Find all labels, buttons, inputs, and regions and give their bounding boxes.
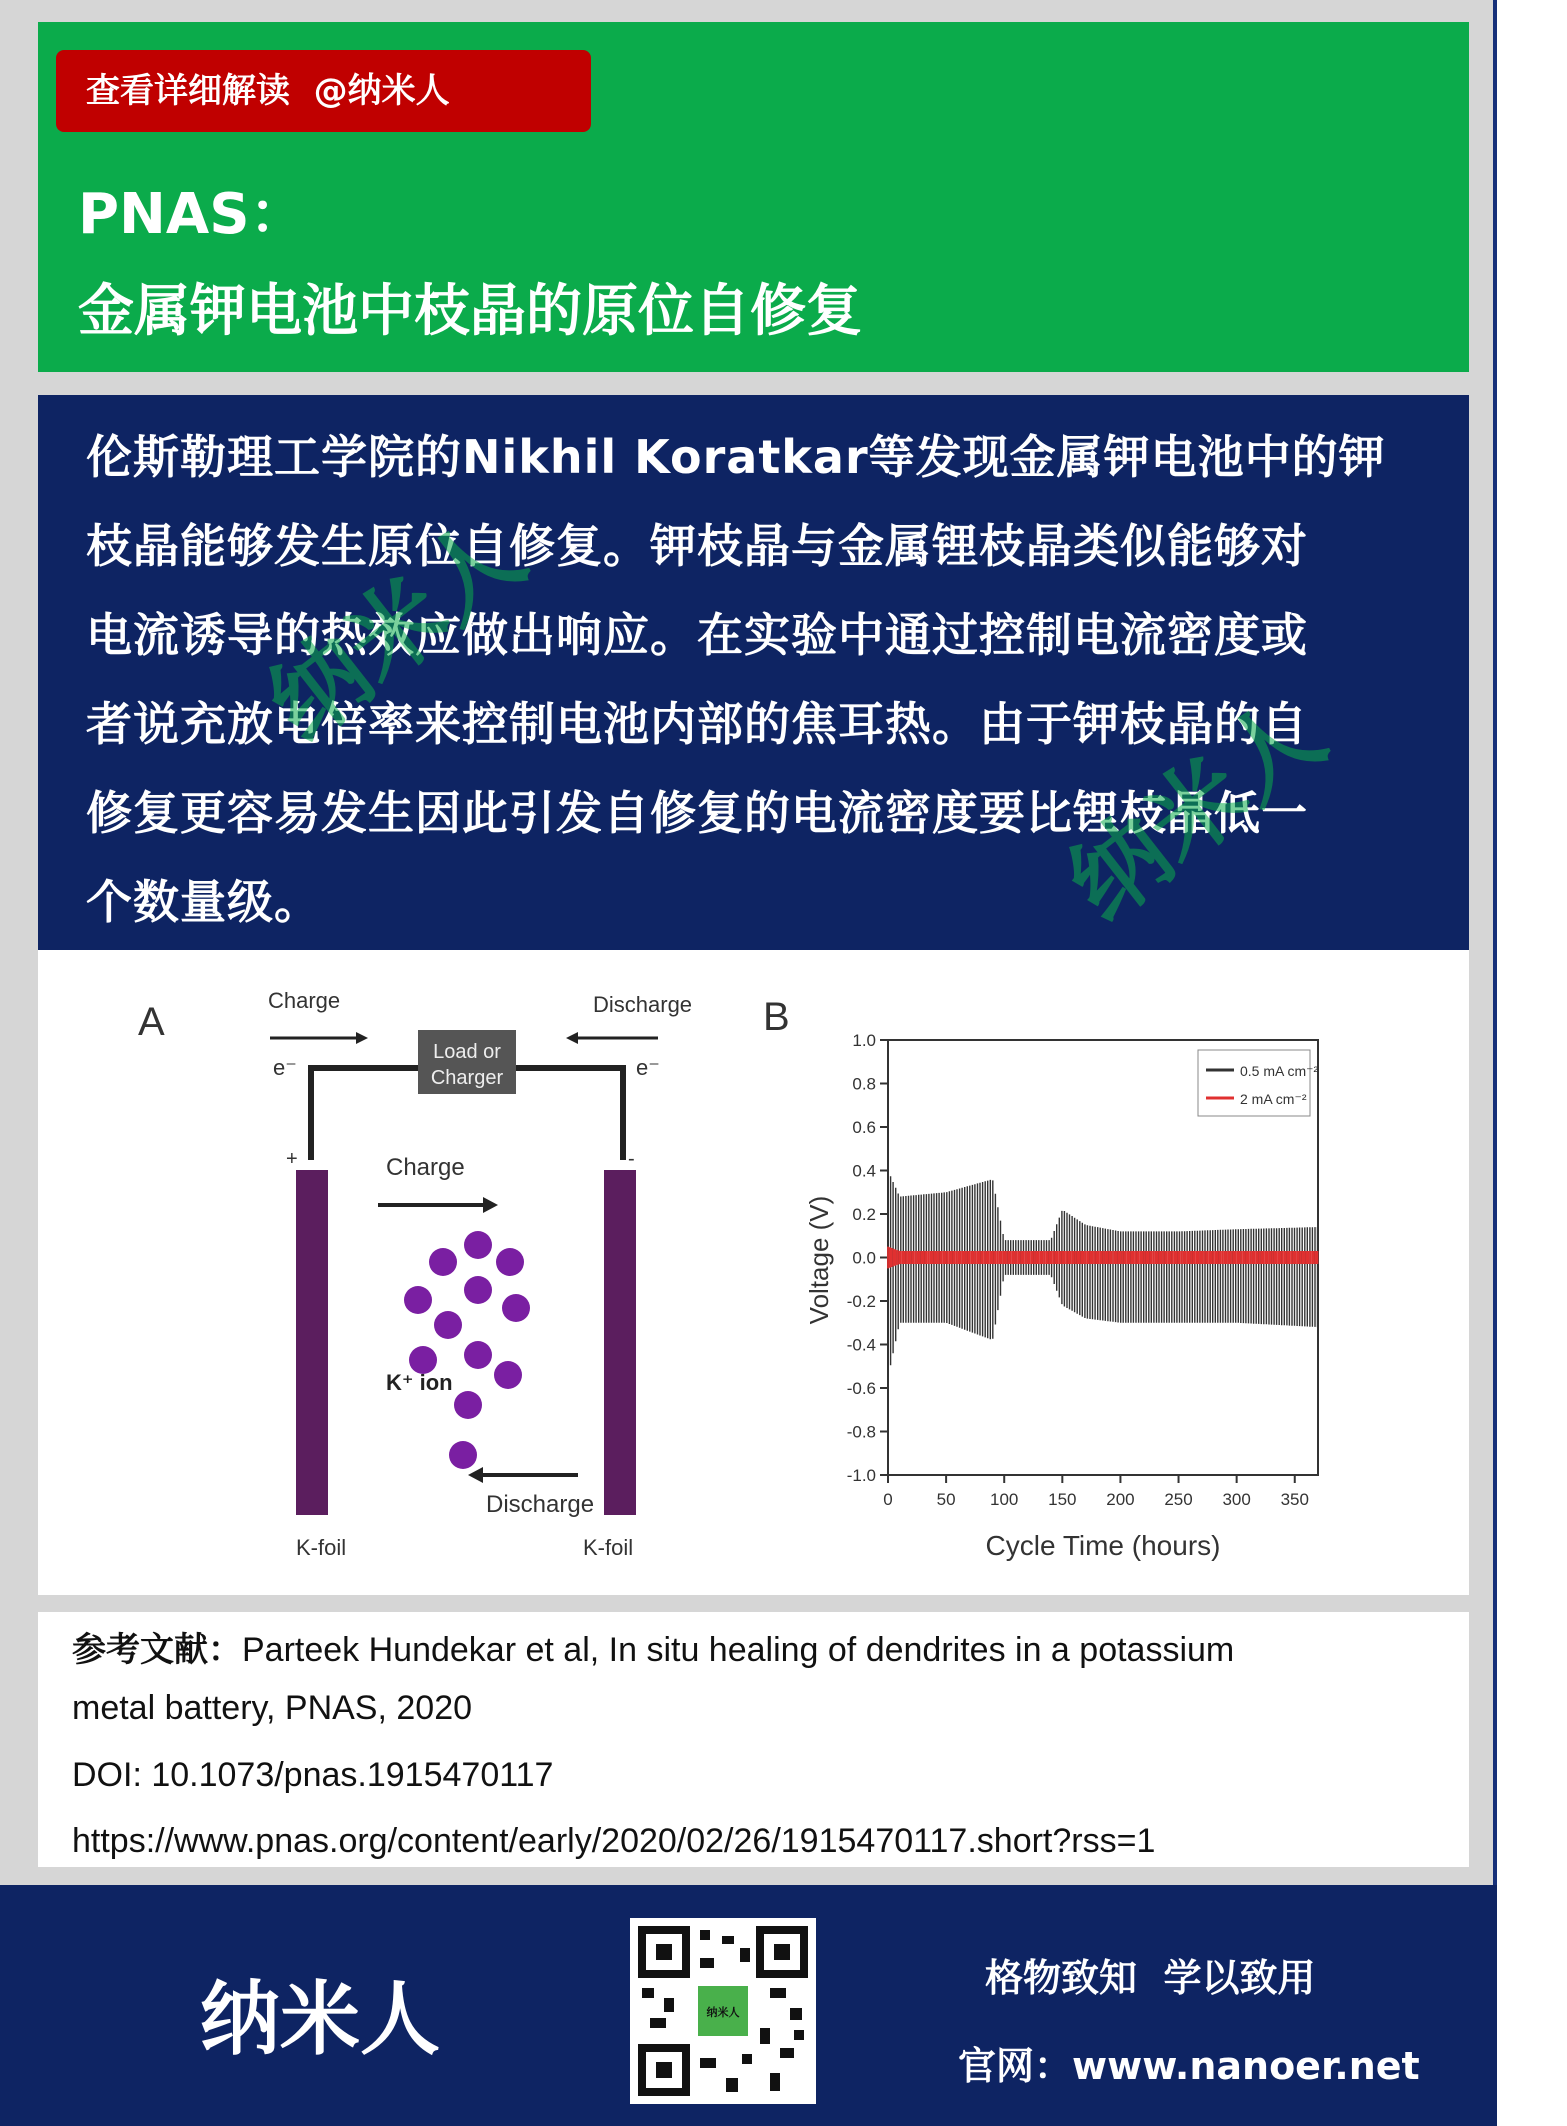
- arrowhead-icon: [483, 1197, 498, 1213]
- y-axis-ticks: [847, 1031, 888, 1485]
- y-tick-label: -0.4: [846, 1335, 876, 1355]
- reference-label: 参考文献：: [72, 1630, 242, 1670]
- x-tick-label: 250: [1164, 1490, 1193, 1509]
- y-tick-label: -0.2: [846, 1292, 876, 1311]
- y-axis-label: Voltage (V): [804, 1195, 834, 1325]
- y-tick-label: -0.6: [846, 1379, 876, 1398]
- source-url[interactable]: https://www.pnas.org/content/early/2020/02/26/1915470117.short?rss=1: [72, 1822, 1156, 1860]
- watermark: 纳米人: [248, 496, 545, 763]
- right-wire: [516, 1068, 623, 1160]
- y-tick-label: -1.0: [846, 1466, 876, 1485]
- watermark: 纳米人: [1048, 676, 1345, 943]
- charge-top-label: Charge: [268, 988, 341, 1013]
- x-axis-label: Cycle Time (hours): [985, 1530, 1221, 1561]
- y-tick-label: 1.0: [852, 1031, 876, 1050]
- y-tick-label: -0.8: [846, 1422, 876, 1442]
- slogan: 格物致知 学以致用: [985, 1956, 1316, 2000]
- x-tick-label: 100: [990, 1490, 1019, 1509]
- left-wire: [311, 1068, 418, 1160]
- summary-text: [86, 413, 1431, 947]
- electron-label: e⁻: [273, 1055, 297, 1080]
- left-foil-label: K-foil: [296, 1535, 347, 1560]
- panel-b-label: B: [763, 995, 790, 1039]
- doi-line[interactable]: DOI: 10.1073/pnas.1915470117: [72, 1756, 554, 1794]
- left-k-foil: [296, 1170, 328, 1515]
- y-tick-label: 0.6: [852, 1118, 876, 1137]
- charge-arrow-label: Charge: [386, 1154, 465, 1181]
- discharge-arrow-label: Discharge: [486, 1491, 595, 1518]
- reference-section: [38, 1612, 1469, 1867]
- k-ion-cluster: [404, 1231, 530, 1469]
- reference-line-2: metal battery, PNAS, 2020: [72, 1689, 473, 1727]
- footer: [0, 1885, 1497, 2126]
- header-banner: [38, 22, 1469, 372]
- x-tick-label: 50: [936, 1490, 956, 1509]
- y-tick-label: 0.8: [852, 1074, 876, 1094]
- summary-line: 修复更容易发生因此引发自修复的电流密度要比锂枝晶低一: [86, 786, 1308, 840]
- reference-line-1: 参考文献：Parteek Hundekar et al, In situ healing of dendrites in a potassium: [72, 1630, 1235, 1670]
- x-tick-label: 300: [1222, 1490, 1251, 1509]
- minus-label: -: [628, 1148, 635, 1170]
- figure-svg: [38, 950, 1469, 1595]
- y-tick-label: 0.4: [852, 1161, 876, 1181]
- electron-label: e⁻: [636, 1055, 660, 1080]
- arrowhead-icon: [566, 1032, 578, 1044]
- summary-line: 枝晶能够发生原位自修复。钾枝晶与金属锂枝晶类似能够对: [86, 519, 1308, 573]
- charger-label: Charger: [430, 1067, 504, 1089]
- right-foil-label: K-foil: [583, 1535, 634, 1560]
- y-tick-label: 0.2: [852, 1205, 876, 1224]
- k-ion-label: K⁺ ion: [386, 1370, 453, 1395]
- legend-item-1: 2 mA cm⁻²: [1240, 1091, 1307, 1107]
- figure: [38, 950, 1469, 1595]
- x-tick-label: 350: [1280, 1490, 1309, 1509]
- x-axis-ticks: [883, 1475, 1309, 1509]
- qr-center-logo: 纳米人: [706, 2006, 740, 2019]
- discharge-top-label: Discharge: [593, 992, 693, 1017]
- summary-line: 个数量级。: [86, 875, 321, 929]
- read-more-tag[interactable]: 查看详细解读 @纳米人: [56, 50, 591, 132]
- summary-line: 伦斯勒理工学院的Nikhil Koratkar等发现金属钾电池中的钾: [86, 430, 1386, 484]
- x-tick-label: 0: [883, 1490, 893, 1509]
- website-link[interactable]: 官网：www.nanoer.net: [958, 2044, 1420, 2088]
- qr-code[interactable]: [630, 1918, 816, 2104]
- load-label: Load or: [433, 1041, 501, 1063]
- article-title: 金属钾电池中枝晶的原位自修复: [78, 279, 862, 344]
- legend-item-0: 0.5 mA cm⁻²: [1240, 1063, 1319, 1079]
- summary-line: 者说充放电倍率来控制电池内部的焦耳热。由于钾枝晶的自: [86, 697, 1308, 751]
- summary-section: [38, 395, 1469, 950]
- summary-line: 电流诱导的热效应做出响应。在实验中通过控制电流密度或: [86, 608, 1308, 662]
- x-tick-label: 150: [1048, 1490, 1077, 1509]
- journal-title: PNAS：: [78, 182, 306, 247]
- x-tick-label: 200: [1106, 1490, 1135, 1509]
- arrowhead-icon: [468, 1467, 483, 1483]
- panel-a-label: A: [138, 1000, 165, 1044]
- arrowhead-icon: [356, 1032, 368, 1044]
- plus-label: +: [286, 1148, 298, 1170]
- brand-logo: 纳米人: [200, 1973, 440, 2066]
- y-tick-label: 0.0: [852, 1248, 876, 1268]
- right-k-foil: [604, 1170, 636, 1515]
